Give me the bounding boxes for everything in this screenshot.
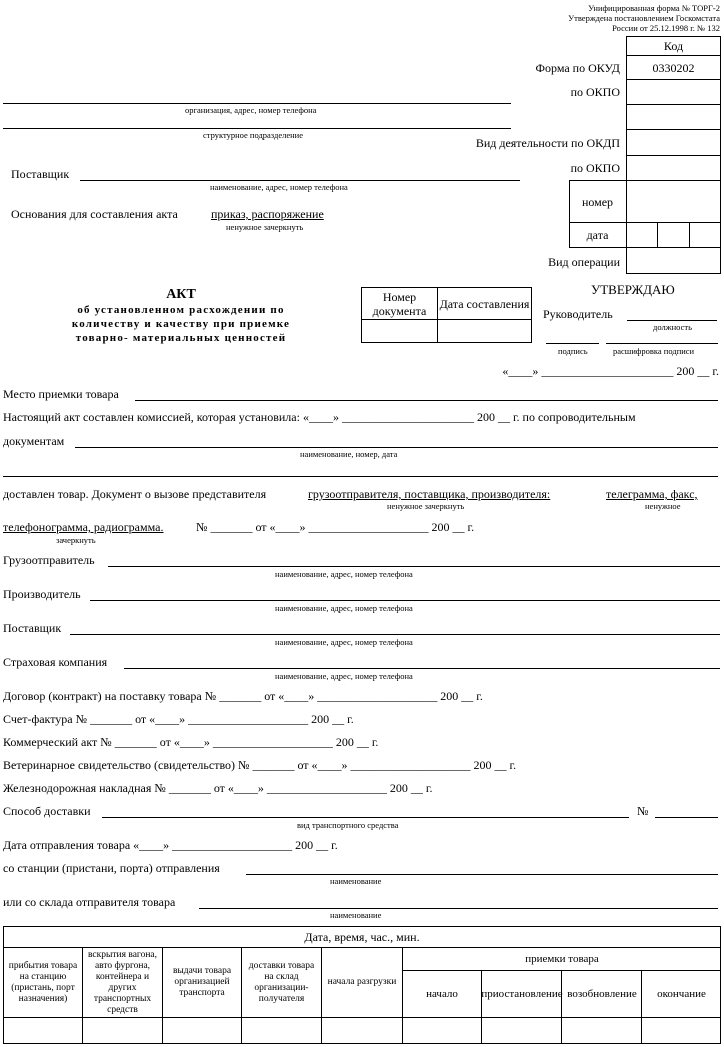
supplier-line[interactable]: [80, 180, 520, 181]
delivery-no-label: №: [637, 804, 649, 818]
supplier-caption: наименование, адрес, номер телефона: [210, 182, 348, 192]
delivered-caption-2: ненужное: [645, 501, 681, 511]
shipper-caption: наименование, адрес, номер телефона: [275, 569, 413, 579]
col-delivery: доставки товара на склад организации-получателя: [248, 960, 315, 1004]
shipper-line[interactable]: [108, 566, 720, 567]
maker-line[interactable]: [90, 600, 720, 601]
supplier2-label: Поставщик: [3, 621, 62, 635]
tel-caption: зачеркнуть: [56, 535, 96, 545]
delivery-line[interactable]: [102, 817, 629, 818]
okud-label: Форма по ОКУД: [535, 61, 620, 75]
form-header-line1: Унифицированная форма № ТОРГ-2: [588, 3, 720, 13]
col-unloading: начала разгрузки: [327, 977, 397, 987]
doc-date-header: Дата составления: [439, 296, 530, 311]
maker-caption: наименование, адрес, номер телефона: [275, 603, 413, 613]
supplier2-line[interactable]: [70, 634, 720, 635]
station-label: со станции (пристани, порта) отправления: [3, 861, 220, 875]
station-caption: наименование: [330, 876, 382, 886]
approve-date: «____» ______________________ 200 __ г.: [502, 364, 719, 378]
col-arrival: прибытия товара на станцию (пристань, порт назначения): [8, 960, 78, 1004]
okud-value: 0330202: [652, 60, 695, 75]
basis-label: Основания для составления акта: [11, 207, 178, 221]
times-header: Дата, время, час., мин.: [304, 930, 420, 944]
operation-label: Вид операции: [548, 255, 620, 269]
vet-line: Ветеринарное свидетельство (свидетельство) № _______ от «____» ____________________ 200 __ г.: [3, 758, 517, 772]
insurer-caption: наименование, адрес, номер телефона: [275, 671, 413, 681]
form-header-line2: Утверждена постановлением Госкомстата: [568, 13, 720, 23]
delivered-who: грузоотправителя, поставщика, производителя:: [308, 487, 551, 501]
insurer-label: Страховая компания: [3, 655, 108, 669]
sign-line[interactable]: [546, 343, 599, 344]
doc-number-header: Номер документа: [372, 289, 427, 318]
act-title: АКТ: [166, 287, 196, 302]
invoice-line: Счет-фактура № _______ от «____» ____________________ 200 __ г.: [3, 712, 354, 726]
position-caption: должность: [653, 322, 692, 332]
act-subtitle-3: товарно- материальных ценностей: [75, 332, 287, 344]
decode-caption: расшифровка подписи: [613, 346, 695, 356]
basis-caption: ненужное зачеркнуть: [226, 222, 304, 232]
okdp-label: Вид деятельности по ОКДП: [475, 136, 620, 150]
delivered-how: телеграмма, факс,: [606, 487, 698, 501]
col-acceptance-start: начало: [426, 987, 458, 1000]
supplier2-caption: наименование, адрес, номер телефона: [275, 637, 413, 647]
org-line[interactable]: [3, 103, 511, 104]
okpo-label-1: по ОКПО: [570, 85, 620, 99]
delivery-caption: вид транспортного средства: [297, 820, 399, 830]
act-subtitle-1: об установленном расхождении по: [77, 304, 285, 316]
basis-value: приказ, распоряжение: [211, 207, 324, 221]
maker-label: Производитель: [3, 587, 81, 601]
commercial-act-line: Коммерческий акт № _______ от «____» ____________________ 200 __ г.: [3, 735, 379, 749]
okpo-label-2: по ОКПО: [570, 161, 620, 175]
place-label: Место приемки товара: [3, 387, 119, 401]
supplier-label: Поставщик: [11, 167, 70, 181]
nomer-label: номер: [581, 194, 614, 209]
docs-line-2[interactable]: [3, 476, 718, 477]
warehouse-line[interactable]: [199, 908, 718, 909]
contract-line: Договор (контракт) на поставку товара № _______ от «____» ____________________ 200 __ г.: [3, 689, 483, 703]
act-subtitle-2: количеству и качеству при приемке: [71, 318, 291, 330]
col-opening: вскрытия вагона, авто фургона, контейнера и других транспортных средств: [87, 949, 158, 1015]
shipper-label: Грузоотправитель: [3, 553, 95, 567]
docs-label: документам: [3, 434, 65, 448]
head-label: Руководитель: [543, 307, 613, 321]
railway-line: Железнодорожная накладная № _______ от «____» ____________________ 200 __ г.: [3, 781, 433, 795]
dept-line[interactable]: [3, 128, 511, 129]
insurer-line[interactable]: [124, 668, 720, 669]
col-release: выдачи товара организацией транспорта: [172, 966, 232, 998]
decode-line[interactable]: [606, 343, 718, 344]
delivery-no-line[interactable]: [655, 817, 718, 818]
delivery-label: Способ доставки: [3, 804, 91, 818]
tel-text: телефонограмма, радиограмма.: [3, 520, 164, 534]
warehouse-label: или со склада отправителя товара: [3, 895, 176, 909]
col-acceptance-end: окончание: [657, 987, 706, 1000]
approve-title: УТВЕРЖДАЮ: [591, 282, 675, 297]
tel-rest: № _______ от «____» ____________________ 200 __ г.: [196, 520, 475, 534]
code-header: Код: [663, 39, 684, 53]
place-line[interactable]: [135, 400, 718, 401]
col-acceptance: приемки товара: [525, 952, 599, 965]
warehouse-caption: наименование: [330, 910, 382, 920]
col-acceptance-pause: приостановление: [481, 987, 563, 1000]
act-text: Настоящий акт составлен комиссией, которая установила: «____» ______________________ 200 __ г. по сопроводительным: [3, 410, 636, 424]
station-line[interactable]: [246, 874, 718, 875]
docs-line[interactable]: [75, 447, 718, 448]
send-date-line: Дата отправления товара «____» ____________________ 200 __ г.: [3, 838, 338, 852]
org-caption: организация, адрес, номер телефона: [185, 105, 317, 115]
position-line[interactable]: [627, 320, 717, 321]
form-header-line3: России от 25.12.1998 г. № 132: [612, 23, 720, 33]
docs-caption: наименование, номер, дата: [300, 449, 398, 459]
sign-caption: подпись: [558, 346, 588, 356]
delivered-caption-1: ненужное зачеркнуть: [387, 501, 465, 511]
dept-caption: структурное подразделение: [203, 130, 303, 140]
data-label: дата: [586, 228, 609, 242]
col-acceptance-resume: возобновление: [567, 987, 637, 1000]
delivered-text: доставлен товар. Документ о вызове представителя: [3, 487, 267, 501]
